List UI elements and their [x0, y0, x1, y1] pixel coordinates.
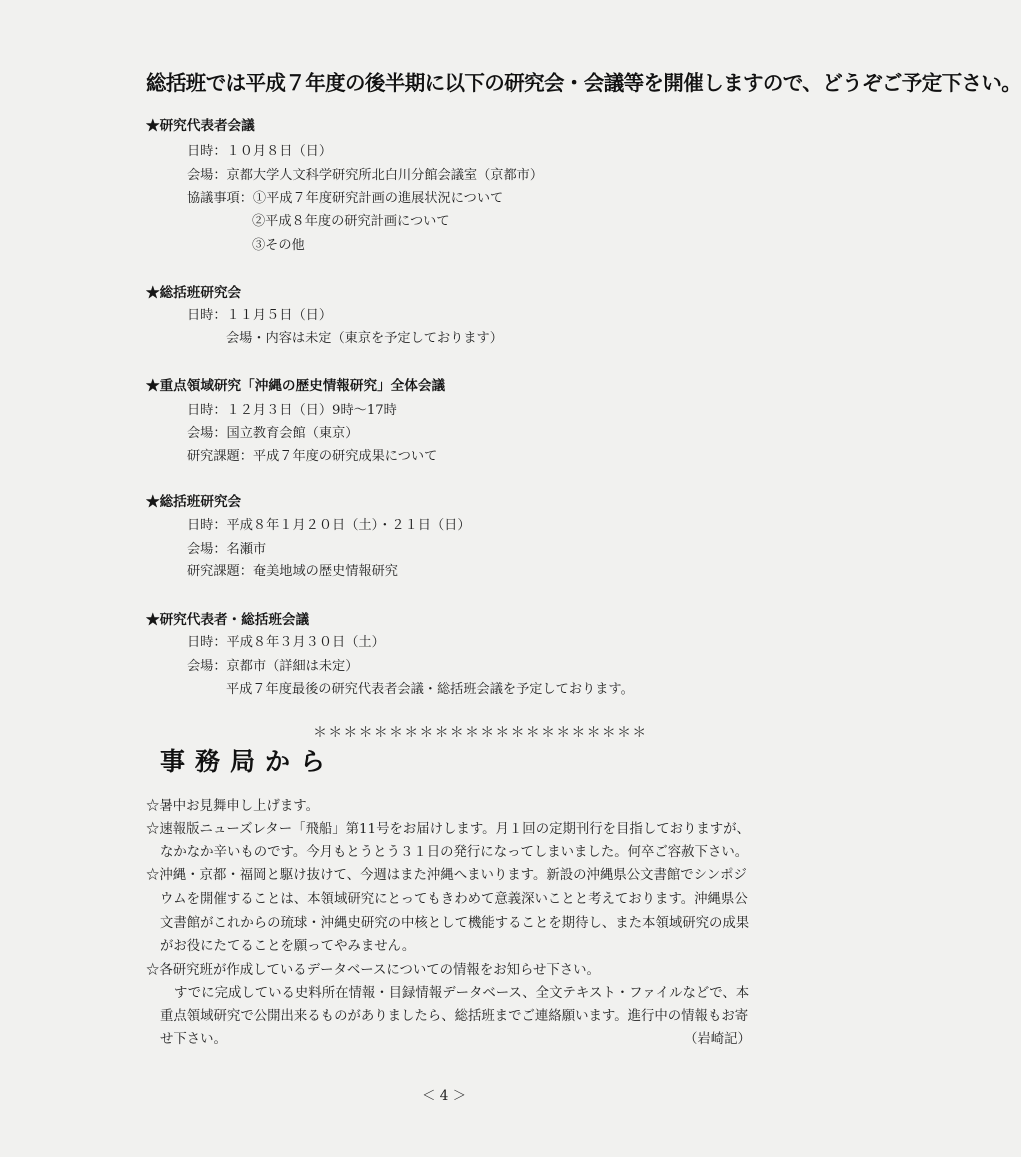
event-venue: 会場：京都市（詳細は未定） — [187, 659, 359, 674]
event-topic: 研究課題：平成７年度の研究成果について — [187, 449, 438, 464]
event-date: 日時：１０月８日（日） — [187, 144, 333, 159]
event-venue: 会場：京都大学人文科学研究所北白川分館会議室（京都市） — [187, 168, 544, 183]
event-topic: 研究課題：奄美地域の歴史情報研究 — [187, 564, 398, 579]
signature: （岩崎記） — [684, 1032, 751, 1047]
office-line: せ下さい。 — [160, 1032, 227, 1047]
office-line: がお役にたてることを願ってやみません。 — [160, 939, 416, 954]
event-note: 平成７年度最後の研究代表者会議・総括班会議を予定しております。 — [226, 682, 634, 697]
office-line: 重点領域研究で公開出来るものがありましたら、総括班までご連絡願います。進行中の情報もお寄 — [160, 1009, 749, 1024]
event-agenda-item: ③その他 — [252, 238, 305, 253]
event-title-representatives-meeting: ★研究代表者会議 — [146, 118, 255, 134]
office-line: 文書館がこれからの琉球・沖縄史研究の中核として機能することを期待し、また本領域研究の成果 — [160, 916, 750, 931]
office-line: ☆速報版ニューズレター「飛船」第11号をお届けします。月１回の定期刊行を目指しておりますが、 — [146, 822, 750, 837]
event-agenda: 協議事項：①平成７年度研究計画の進展状況について — [187, 191, 504, 206]
event-date: 日時：平成８年３月３０日（土） — [187, 635, 385, 650]
separator: ＊＊＊＊＊＊＊＊＊＊＊＊＊＊＊＊＊＊＊＊＊＊ — [313, 725, 648, 741]
office-line: すでに完成している史料所在情報・目録情報データベース、全文テキスト・ファイルなどで、本 — [174, 986, 750, 1001]
event-date: 日時：１１月５日（日） — [187, 308, 333, 323]
office-line: ☆沖縄・京都・福岡と駆け抜けて、今週はまた沖縄へまいります。新設の沖縄県公文書館でシンポジ — [146, 868, 747, 883]
page-number: ＜ 4 ＞ — [422, 1088, 467, 1104]
event-date: 日時：１２月３日（日）9時～17時 — [187, 403, 397, 418]
office-line: ウムを開催することは、本領域研究にとってもきわめて意義深いことと考えております。沖縄県公 — [160, 892, 748, 907]
event-date: 日時：平成８年１月２０日（土）・２１日（日） — [187, 518, 471, 533]
office-line: ☆暑中お見舞申し上げます。 — [146, 799, 320, 814]
office-heading: 事務局から — [160, 747, 336, 776]
event-note: 会場・内容は未定（東京を予定しております） — [226, 331, 503, 346]
event-agenda-item: ②平成８年度の研究計画について — [252, 214, 450, 229]
event-title-plenary: ★重点領域研究「沖縄の歴史情報研究」全体会議 — [146, 378, 446, 394]
event-title-representatives-general: ★研究代表者・総括班会議 — [146, 612, 310, 628]
headline: 総括班では平成７年度の後半期に以下の研究会・会議等を開催しますので、どうぞご予定下さい。 — [146, 71, 1021, 95]
event-venue: 会場：国立教育会館（東京） — [187, 426, 359, 441]
office-line: なかなか辛いものです。今月もとうとう３１日の発行になってしまいました。何卒ご容赦下さい。 — [160, 845, 749, 860]
office-line: ☆各研究班が作成しているデータベースについての情報をお知らせ下さい。 — [146, 963, 600, 978]
event-title-general-study: ★総括班研究会 — [146, 285, 242, 301]
event-title-general-study: ★総括班研究会 — [146, 494, 242, 510]
event-venue: 会場：名瀬市 — [187, 542, 267, 557]
